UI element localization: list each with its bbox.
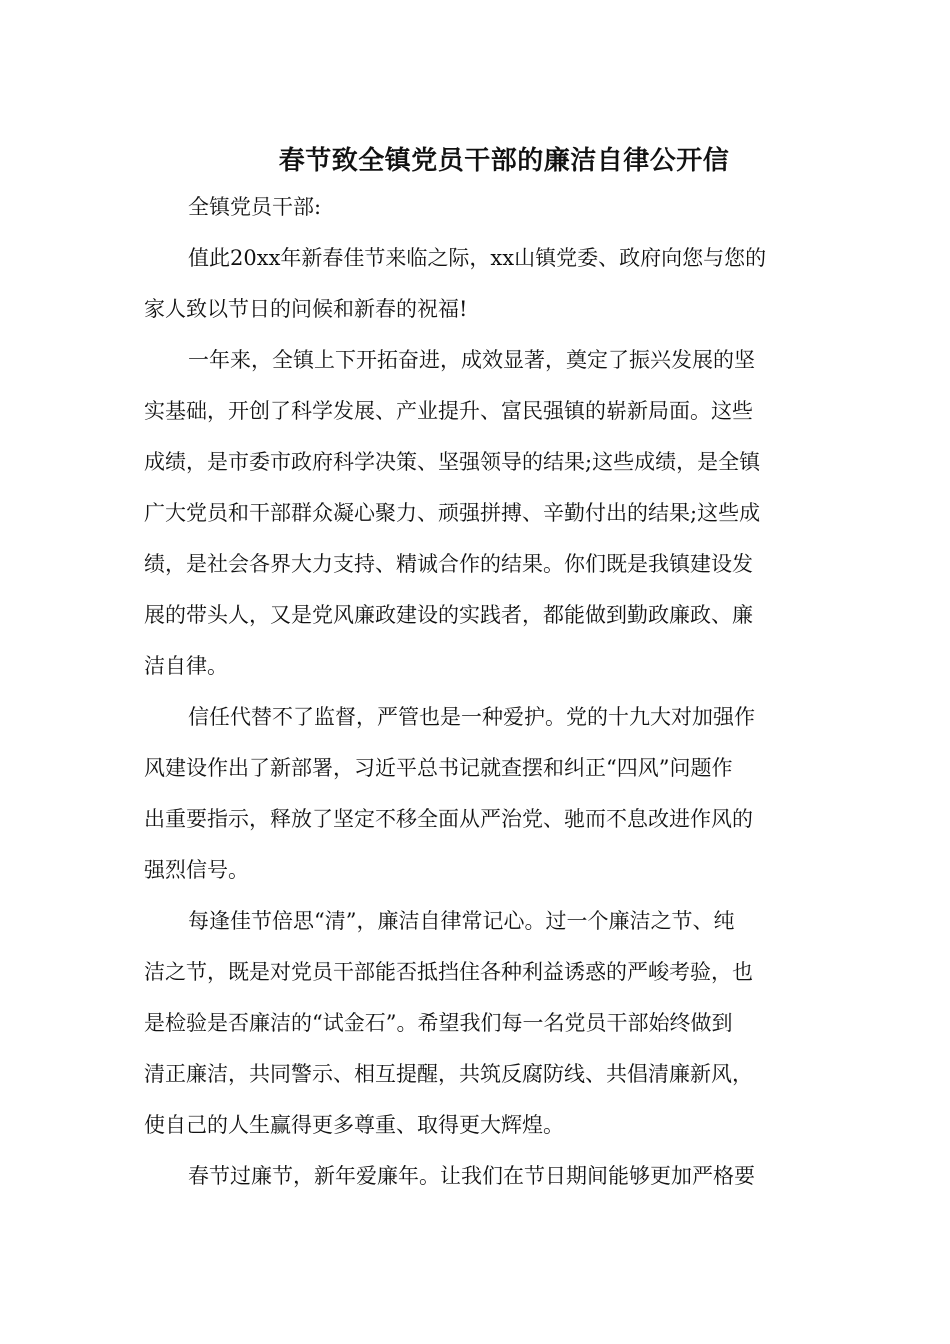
salutation: 全镇党员干部: <box>188 195 322 219</box>
paragraph-line: 值此20xx年新春佳节来临之际，xx山镇党委、政府向您与您的 <box>188 246 767 270</box>
paragraph-line: 是检验是否廉洁的“试金石”。希望我们每一名党员干部始终做到 <box>144 1011 733 1035</box>
paragraph-line: 实基础，开创了科学发展、产业提升、富民强镇的崭新局面。这些 <box>144 399 753 423</box>
paragraph-line: 强烈信号。 <box>144 858 249 882</box>
paragraph-line: 洁自律。 <box>144 654 228 678</box>
paragraph-line: 清正廉洁，共同警示、相互提醒，共筑反腐防线、共倡清廉新风， <box>144 1062 753 1086</box>
paragraph-line: 绩，是社会各界大力支持、精诚合作的结果。你们既是我镇建设发 <box>144 552 753 576</box>
paragraph-line: 一年来，全镇上下开拓奋进，成效显著，奠定了振兴发展的坚 <box>188 348 755 372</box>
document-title: 春节致全镇党员干部的廉洁自律公开信 <box>278 146 730 177</box>
paragraph-line: 风建设作出了新部署，习近平总书记就查摆和纠正“四风”问题作 <box>144 756 733 780</box>
paragraph-achievements <box>144 335 808 692</box>
paragraph-line: 广大党员和干部群众凝心聚力、顽强拼搏、辛勤付出的结果;这些成 <box>144 501 761 525</box>
paragraph-line: 信任代替不了监督，严管也是一种爱护。党的十九大对加强作 <box>188 705 755 729</box>
paragraph-closing <box>144 1151 808 1202</box>
paragraph-greeting <box>144 233 808 335</box>
paragraph-line: 每逢佳节倍思“清”，廉洁自律常记心。过一个廉洁之节、纯 <box>188 909 735 933</box>
paragraph-line: 春节过廉节，新年爱廉年。让我们在节日期间能够更加严格要 <box>188 1164 755 1188</box>
paragraph-line: 家人致以节日的问候和新春的祝福! <box>144 297 468 321</box>
paragraph-line: 展的带头人，又是党风廉政建设的实践者，都能做到勤政廉政、廉 <box>144 603 753 627</box>
paragraph-line: 出重要指示，释放了坚定不移全面从严治党、驰而不息改进作风的 <box>144 807 753 831</box>
paragraph-supervision <box>144 692 808 896</box>
paragraph-integrity <box>144 896 808 1151</box>
paragraph-line: 使自己的人生赢得更多尊重、取得更大辉煌。 <box>144 1113 564 1137</box>
letter-body <box>144 182 808 1202</box>
paragraph-line: 成绩，是市委市政府科学决策、坚强领导的结果;这些成绩，是全镇 <box>144 450 761 474</box>
paragraph-line: 洁之节，既是对党员干部能否抵挡住各种利益诱惑的严峻考验，也 <box>144 960 753 984</box>
